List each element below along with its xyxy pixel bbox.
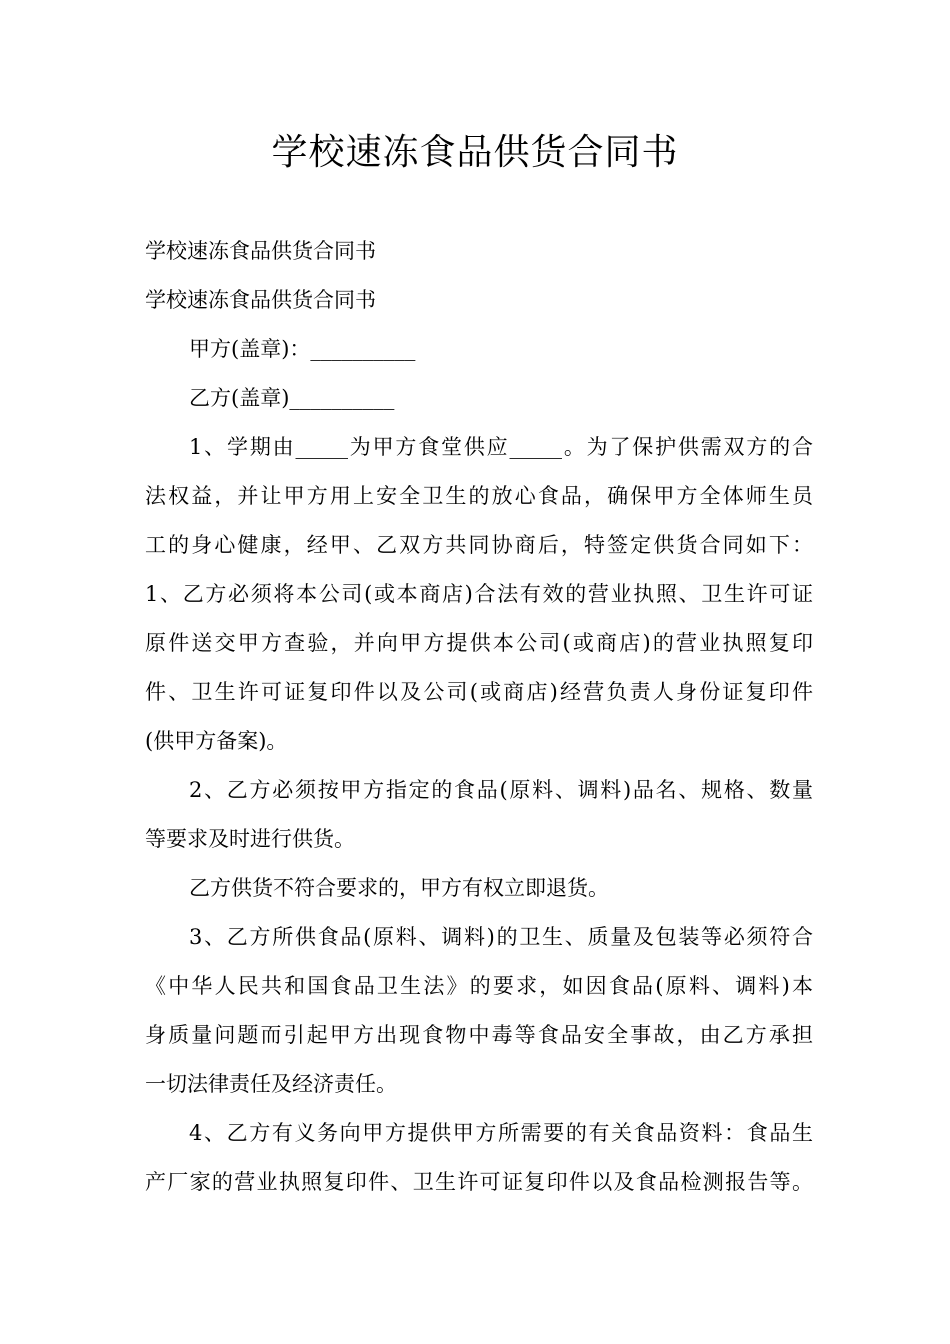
paragraph-line: 产厂家的营业执照复印件、卫生许可证复印件以及食品检测报告等。 [145, 1170, 813, 1194]
paragraph-line: 《中华人民共和国食品卫生法》的要求，如因食品(原料、调料)本 [145, 974, 813, 998]
paragraph-line: 工的身心健康，经甲、乙双方共同协商后，特签定供货合同如下： [145, 533, 813, 557]
paragraph-line: 等要求及时进行供货。 [145, 827, 355, 851]
paragraph-line: 3、乙方所供食品(原料、调料)的卫生、质量及包装等必须符合 [189, 925, 813, 949]
party-b-seal-line: 乙方(盖章)__________ [189, 386, 395, 410]
paragraph-line: 2、乙方必须按甲方指定的食品(原料、调料)品名、规格、数量 [189, 778, 813, 802]
body-heading-line: 学校速冻食品供货合同书 [145, 288, 376, 312]
paragraph-line: 法权益，并让甲方用上安全卫生的放心食品，确保甲方全体师生员 [145, 484, 813, 508]
paragraph-line: 4、乙方有义务向甲方提供甲方所需要的有关食品资料：食品生 [189, 1121, 813, 1145]
paragraph-line: (供甲方备案)。 [145, 729, 288, 753]
paragraph-line: 件、卫生许可证复印件以及公司(或商店)经营负责人身份证复印件 [145, 680, 813, 704]
paragraph-line: 一切法律责任及经济责任。 [145, 1072, 397, 1096]
paragraph-line: 原件送交甲方查验，并向甲方提供本公司(或商店)的营业执照复印 [145, 631, 813, 655]
paragraph-line: 1、学期由_____为甲方食堂供应_____。为了保护供需双方的合 [189, 435, 813, 459]
paragraph-line: 乙方供货不符合要求的，甲方有权立即退货。 [189, 876, 609, 900]
paragraph-line: 1、乙方必须将本公司(或本商店)合法有效的营业执照、卫生许可证 [145, 582, 813, 606]
party-a-seal-line: 甲方(盖章)：__________ [189, 337, 416, 361]
body-heading-line: 学校速冻食品供货合同书 [145, 239, 376, 263]
document-title: 学校速冻食品供货合同书 [271, 132, 679, 173]
document-body [145, 227, 813, 1207]
paragraph-line: 身质量问题而引起甲方出现食物中毒等食品安全事故，由乙方承担 [145, 1023, 813, 1047]
